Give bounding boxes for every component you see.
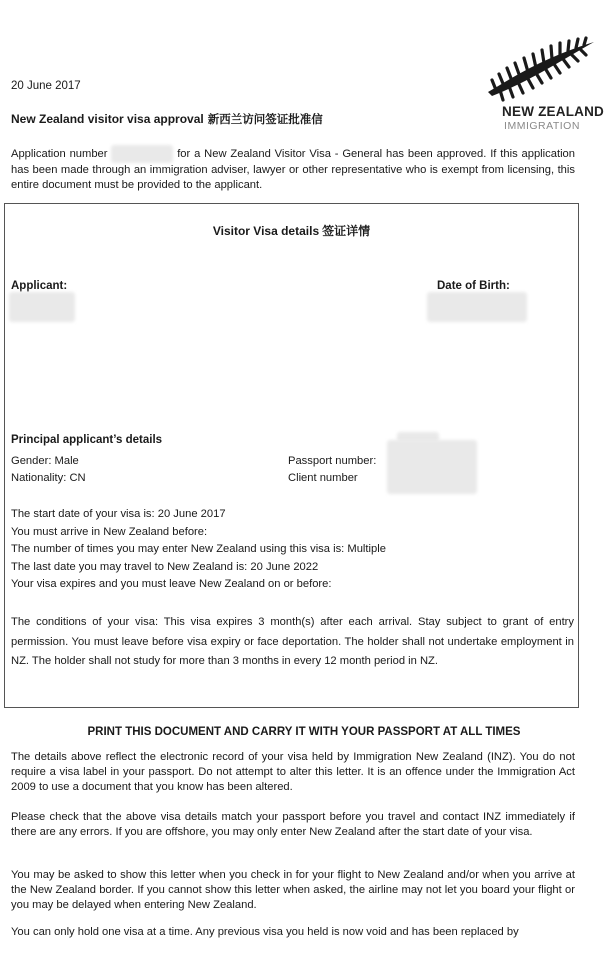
notice-paragraph: You may be asked to show this letter when you check in for your flight to New Zealand and/or when you arrive at the New Zealand border. If you cannot show this letter when asked, the airline may not let you board your flight or you may be delayed when entering New Zealand. <box>11 869 575 911</box>
details-title-en: Visitor Visa details <box>212 224 320 238</box>
logo-name: NEW ZEALAND <box>502 104 604 119</box>
redacted-passport-client <box>387 440 477 494</box>
intro-after: for a New Zealand Visitor Visa - General has been approved. If this application has been made through an immigration adviser, lawyer or other representative who is exempt from licensing, this entire document must be provided to the applicant. <box>11 147 575 191</box>
logo-wordmark <box>502 104 604 132</box>
visa-line: You must arrive in New Zealand before: <box>11 525 208 538</box>
passport-label: Passport number: <box>288 455 377 467</box>
principal-heading: Principal applicant’s details <box>11 434 163 446</box>
redacted-dob <box>427 292 527 322</box>
details-title <box>5 222 578 239</box>
dob-label: Date of Birth: <box>437 280 510 292</box>
details-title-cn: 签证详情 <box>322 224 371 238</box>
redacted-application-number <box>111 145 173 163</box>
redacted-applicant <box>9 292 75 322</box>
visa-line: Your visa expires and you must leave New Zealand on or before: <box>11 578 332 590</box>
logo-sub: IMMIGRATION <box>504 120 580 132</box>
principal-right <box>288 454 376 486</box>
page-title <box>11 111 323 127</box>
notice-paragraph: You can only hold one visa at a time. Any previous visa you held is now void and has been replaced by <box>11 926 519 938</box>
notice-paragraph: Please check that the above visa details match your passport before you travel and contact INZ immediately if there are any errors. If you are offshore, you may only enter New Zealand after the start date of your visa. <box>11 811 575 838</box>
nationality: Nationality: CN <box>11 472 86 484</box>
principal-left <box>11 454 86 486</box>
intro-before: Application number <box>11 147 108 160</box>
letter-date: 20 June 2017 <box>11 80 81 92</box>
gender: Gender: Male <box>11 455 79 467</box>
visa-line: The start date of your visa is: 20 June 2017 <box>11 508 226 520</box>
visa-line: The last date you may travel to New Zealand is: 20 June 2022 <box>11 560 319 573</box>
visa-details-box <box>4 203 579 708</box>
intro-paragraph <box>11 145 575 193</box>
visa-line: The number of times you may enter New Zealand using this visa is: Multiple <box>11 543 386 555</box>
visa-terms <box>11 506 386 594</box>
client-label: Client number <box>288 472 358 484</box>
print-notice-heading: PRINT THIS DOCUMENT AND CARRY IT WITH YOUR PASSPORT AT ALL TIMES <box>87 726 521 738</box>
title-cn: 新西兰访问签证批准信 <box>207 112 323 126</box>
notice-paragraph: The details above reflect the electronic record of your visa held by Immigration New Zealand (INZ). You do not require a visa label in your passport. Do not attempt to alter this letter. It is an offence under the Immigration Act 2009 to use a document that you know has been altered. <box>11 751 575 793</box>
applicant-label: Applicant: <box>11 280 68 292</box>
title-en: New Zealand visitor visa approval <box>11 112 204 126</box>
visa-conditions: The conditions of your visa: This visa expires 3 month(s) after each arrival. Stay subject to grant of entry permission. You must leave before visa expiry or face deportation. The holder shall not undertake employment in NZ. The holder shall not study for more than 3 months in every 12 month period in NZ. <box>11 616 574 667</box>
